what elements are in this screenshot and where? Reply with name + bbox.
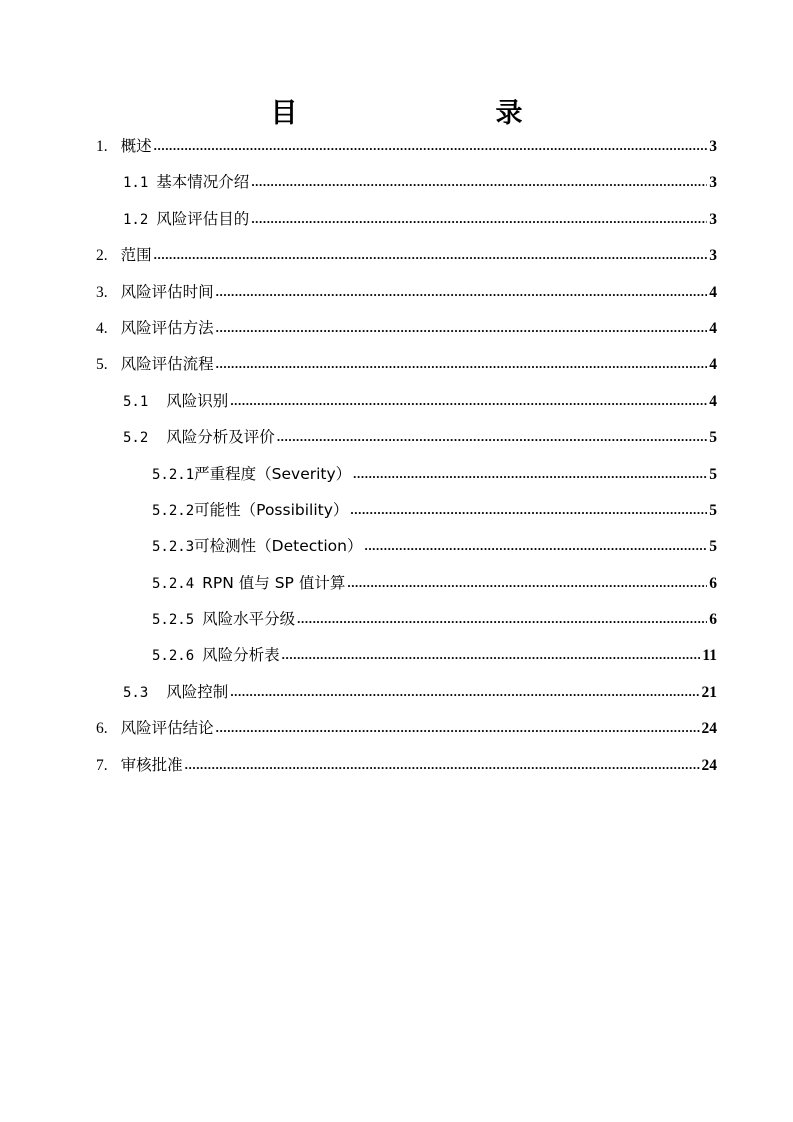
- toc-entry-2[interactable]: [96, 241, 717, 277]
- toc-leader-dots: [230, 678, 699, 706]
- toc-label: 可能性（Possibility）: [194, 500, 349, 519]
- toc-number: 4.: [96, 319, 108, 337]
- toc-leader-dots: [230, 387, 707, 415]
- toc-page-number: 5: [709, 465, 717, 483]
- toc-leader-dots: [282, 641, 701, 669]
- toc-leader-dots: [353, 460, 707, 488]
- toc-leader-dots: [251, 205, 707, 233]
- toc-number: 5.2.6: [152, 648, 195, 665]
- toc-leader-dots: [364, 532, 707, 560]
- toc-label: 风险评估目的: [156, 209, 250, 228]
- toc-leader-dots: [185, 751, 700, 779]
- toc-leader-dots: [216, 314, 708, 342]
- toc-number: 1.2: [123, 211, 149, 228]
- toc-page-number: 4: [709, 283, 717, 301]
- toc-number: 5.2.2: [152, 502, 195, 519]
- toc-number: 5.: [96, 356, 108, 374]
- toc-entry-1-2[interactable]: [96, 205, 717, 241]
- toc-leader-dots: [347, 569, 707, 597]
- toc-label: 范围: [120, 246, 152, 265]
- toc-leader-dots: [216, 714, 700, 742]
- toc-number: 5.3: [123, 684, 149, 701]
- toc-page-number: 3: [709, 210, 717, 228]
- toc-label: 风险评估流程: [120, 355, 214, 374]
- toc-page-number: 3: [709, 174, 717, 192]
- toc-number: 5.2: [123, 430, 149, 447]
- toc-page-number: 21: [701, 683, 717, 701]
- toc-entry-5-2-1[interactable]: [96, 460, 717, 496]
- page-title: 目 录: [270, 98, 571, 129]
- toc-label: 风险评估方法: [120, 318, 214, 337]
- toc-page-number: 5: [709, 429, 717, 447]
- toc-page-number: 3: [709, 138, 717, 155]
- toc-page-number: 5: [709, 501, 717, 519]
- toc-number: 2.: [96, 247, 108, 265]
- toc-entry-5-2-2[interactable]: [96, 496, 717, 532]
- toc-number: 1.: [96, 138, 108, 155]
- toc-label: 风险控制: [166, 682, 229, 701]
- toc-label: 风险评估结论: [120, 719, 214, 738]
- toc-number: 6.: [96, 720, 108, 738]
- toc-label: 严重程度（Severity）: [194, 464, 352, 483]
- toc-leader-dots: [277, 423, 707, 451]
- toc-entry-7[interactable]: [96, 751, 717, 787]
- toc-number: 5.2.1: [152, 466, 195, 483]
- toc-label: 审核批准: [120, 755, 183, 774]
- toc-page-number: 4: [709, 392, 717, 410]
- toc-page-number: 3: [709, 247, 717, 265]
- toc-number: 5.2.4: [152, 575, 195, 592]
- toc-page-number: 4: [709, 319, 717, 337]
- toc-leader-dots: [154, 132, 708, 160]
- toc-label: 基本情况介绍: [156, 173, 250, 192]
- toc-entry-5-2-4[interactable]: [96, 569, 717, 605]
- toc-label: 概述: [120, 137, 152, 155]
- toc-entry-5-2[interactable]: [96, 423, 717, 459]
- toc-entry-5-2-6[interactable]: [96, 641, 717, 677]
- toc-label: RPN 值与 SP 值计算: [202, 573, 346, 592]
- toc-entry-5-2-3[interactable]: [96, 532, 717, 568]
- toc-entry-6[interactable]: [96, 714, 717, 750]
- toc-number: 3.: [96, 283, 108, 301]
- toc-leader-dots: [297, 605, 707, 633]
- toc-page-number: 24: [701, 756, 717, 774]
- toc-entry-3[interactable]: [96, 278, 717, 314]
- toc-label: 风险分析表: [202, 646, 280, 665]
- toc-number: 7.: [96, 756, 108, 774]
- toc-page-number: 4: [709, 356, 717, 374]
- toc-label: 风险评估时间: [120, 282, 214, 301]
- toc-label: 可检测性（Detection）: [194, 537, 363, 556]
- toc-entry-5-2-5[interactable]: [96, 605, 717, 641]
- toc-leader-dots: [350, 496, 707, 524]
- toc-leader-dots: [154, 241, 708, 269]
- toc-leader-dots: [216, 278, 708, 306]
- table-of-contents: [96, 132, 717, 787]
- toc-page-number: 6: [709, 611, 717, 629]
- toc-label: 风险水平分级: [202, 610, 296, 629]
- toc-page-number: 11: [702, 647, 717, 665]
- toc-number: 5.2.3: [152, 539, 195, 556]
- toc-entry-5-1[interactable]: [96, 387, 717, 423]
- toc-number: 5.2.5: [152, 612, 195, 629]
- toc-number: 1.1: [123, 175, 149, 192]
- toc-page-number: 24: [701, 720, 717, 738]
- toc-entry-5[interactable]: [96, 350, 717, 386]
- toc-entry-1-1[interactable]: [96, 168, 717, 204]
- toc-entry-5-3[interactable]: [96, 678, 717, 714]
- toc-leader-dots: [251, 168, 707, 196]
- toc-entry-4[interactable]: [96, 314, 717, 350]
- toc-label: 风险分析及评价: [166, 428, 275, 447]
- toc-number: 5.1: [123, 393, 149, 410]
- toc-leader-dots: [216, 350, 708, 378]
- toc-page-number: 6: [709, 574, 717, 592]
- toc-label: 风险识别: [166, 391, 229, 410]
- toc-entry-1[interactable]: [96, 132, 717, 168]
- toc-page-number: 5: [709, 538, 717, 556]
